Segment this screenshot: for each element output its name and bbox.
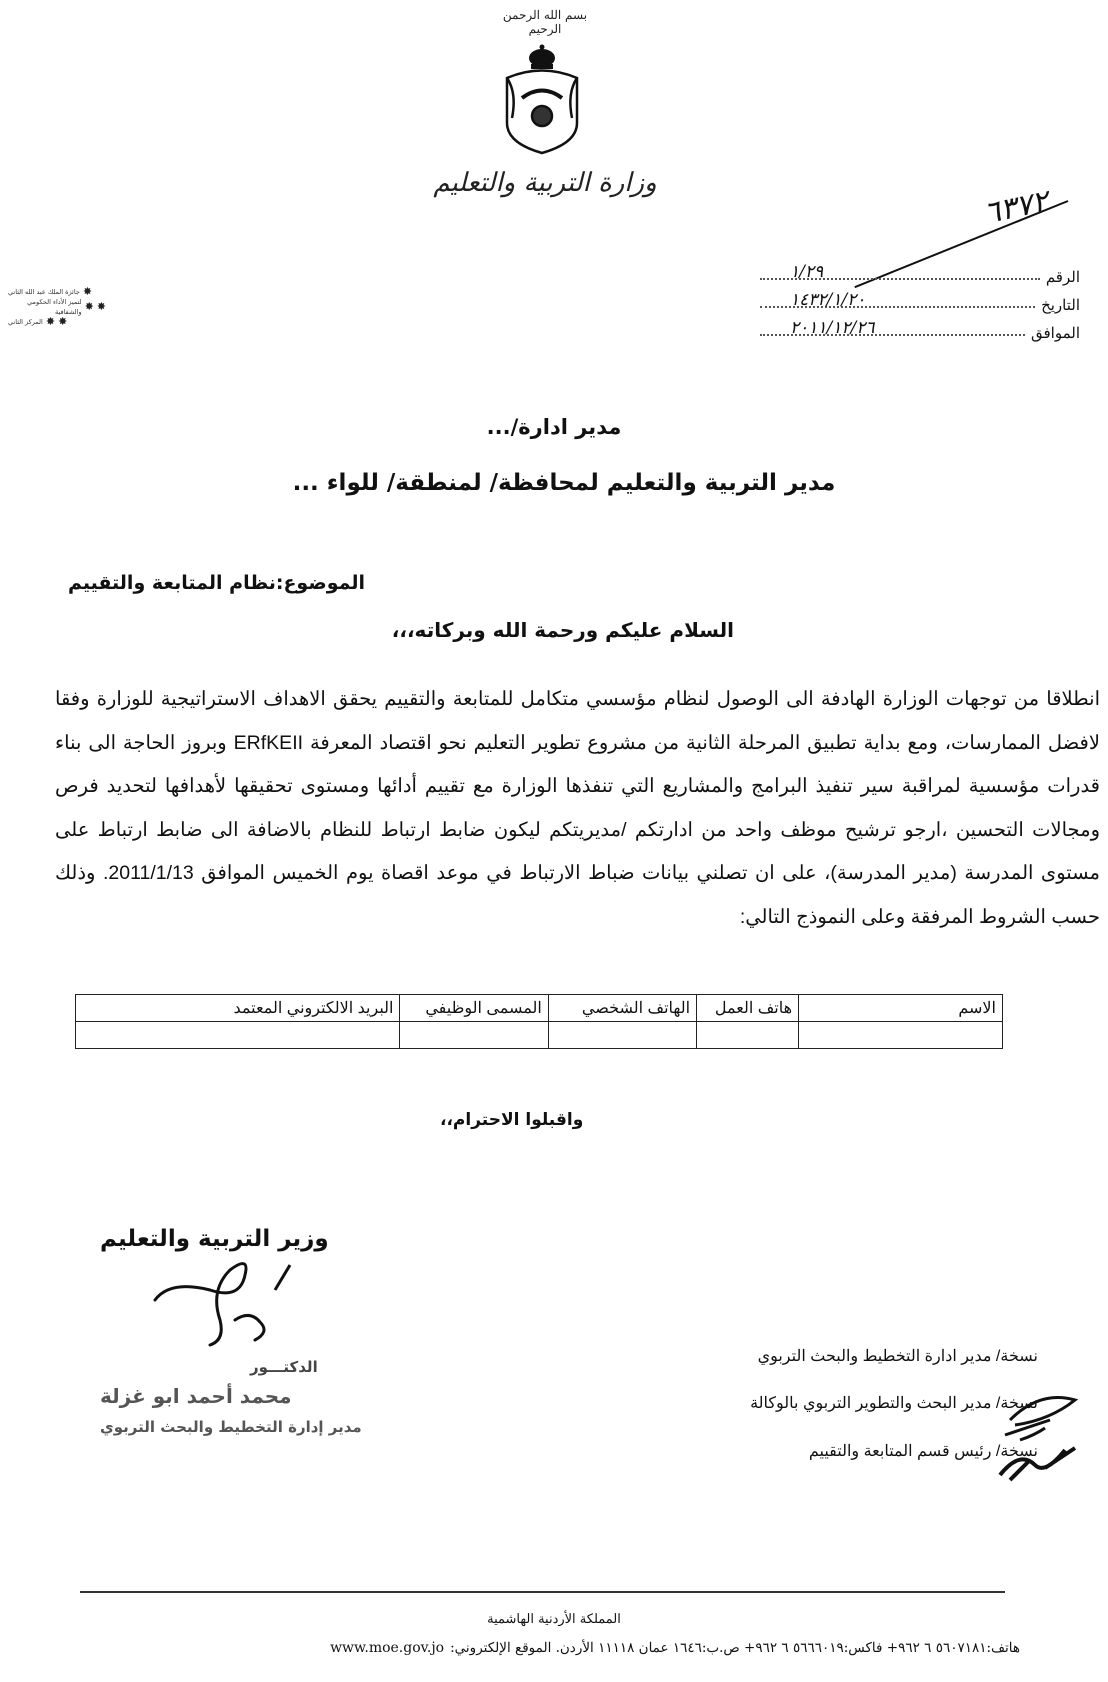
table-cell bbox=[76, 1022, 400, 1049]
table-header-row bbox=[76, 995, 1003, 1022]
footer-country: المملكة الأردنية الهاشمية bbox=[487, 1612, 621, 1627]
addressee-line-1: مدير ادارة/... bbox=[486, 415, 622, 439]
stamp-line: المركز الثاني bbox=[8, 318, 43, 326]
table-cell bbox=[548, 1022, 696, 1049]
hijri-date-label: التاريخ bbox=[1041, 297, 1080, 314]
addressee-line-2: مدير التربية والتعليم لمحافظة/ لمنطقة/ للواء ... bbox=[292, 470, 836, 496]
star-icon: ✸ bbox=[58, 315, 68, 328]
signatory-prefix: الدكتـــور bbox=[250, 1358, 318, 1376]
reference-block bbox=[760, 258, 1080, 342]
closing-phrase: واقبلوا الاحترام،، bbox=[440, 1110, 584, 1130]
handwritten-initials bbox=[990, 1380, 1085, 1490]
table-cell bbox=[400, 1022, 548, 1049]
column-header-name: الاسم bbox=[799, 995, 1003, 1022]
gregorian-date-value: ٢٠١١/١٢/٢٦ bbox=[790, 318, 875, 338]
column-header-work-phone: هاتف العمل bbox=[697, 995, 799, 1022]
liaison-officer-form-table bbox=[75, 994, 1003, 1049]
star-icon: ✸ bbox=[84, 300, 94, 313]
signatory-role: مدير إدارة التخطيط والبحث التربوي bbox=[100, 1418, 362, 1436]
reference-number-label: الرقم bbox=[1045, 269, 1080, 286]
subject-line: الموضوع:نظام المتابعة والتقييم bbox=[67, 572, 365, 594]
greeting: السلام عليكم ورحمة الله وبركاته،،، bbox=[391, 618, 734, 642]
column-header-job-title: المسمى الوظيفي bbox=[400, 995, 548, 1022]
column-header-email: البريد الالكتروني المعتمد bbox=[76, 995, 400, 1022]
signatory-title: وزير التربية والتعليم bbox=[100, 1226, 329, 1252]
signatory-name: محمد أحمد ابو غزلة bbox=[100, 1384, 292, 1408]
table-cell bbox=[799, 1022, 1003, 1049]
body-paragraph: انطلاقا من توجهات الوزارة الهادفة الى الوصول لنظام مؤسسي متكامل للمتابعة والتقييم يحقق الاهداف الاستراتيجية للوزارة وفقا لافضل الممارسات، ومع بداية تطبيق المرحلة الثانية من مشروع تطوير التعليم نحو اقتصاد المعرفة ERfKEII وبروز الحاجة الى بناء قدرات مؤسسية لمراقبة سير تنفيذ البرامج والمشاريع التي تنفذها الوزارة مع تقييم أدائها ومستوى تحقيقها لأهدافها لتحديد فرص ومجالات التحسين ،ارجو ترشيح موظف واحد من ادارتكم /مديريتكم ليكون ضابط ارتباط للنظام بالاضافة الى ضابط ارتباط على مستوى المدرسة (مدير المدرسة)، على ان تصلني بيانات ضباط الارتباط في موعد اقصاة يوم الخميس الموافق 2011/1/13. وذلك حسب الشروط المرفقة وعلى النموذج التالي: bbox=[55, 688, 1101, 928]
star-icon: ✸ bbox=[45, 315, 56, 328]
star-icon: ✸ bbox=[82, 285, 93, 298]
copy-recipient: نسخة/ مدير ادارة التخطيط والبحث التربوي bbox=[757, 1348, 1038, 1365]
stamp-line: لتميز الأداء الحكومي والشفافية bbox=[27, 298, 82, 316]
letter-body bbox=[55, 678, 1100, 939]
basmala: بسم الله الرحمن الرحيم bbox=[502, 8, 588, 36]
jordan-coat-of-arms-icon bbox=[497, 38, 587, 158]
footer-contact-text: هاتف:٥٦٠٧١٨١ ٦ ٩٦٢+ فاكس:٥٦٦٦٠١٩ ٦ ٩٦٢+ ص.ب:١٦٤٦ عمان ١١١١٨ الأردن. الموقع الإلكتروني: bbox=[450, 1640, 1020, 1656]
table-row bbox=[76, 1022, 1003, 1049]
star-icon: ✸ bbox=[96, 300, 106, 313]
handwritten-registry-number: ٦٣٧٢ bbox=[980, 183, 1051, 232]
footer-contact bbox=[190, 1640, 1020, 1656]
copy-recipient: نسخة/ مدير البحث والتطوير التربوي بالوكالة bbox=[750, 1395, 1038, 1412]
table-cell bbox=[697, 1022, 799, 1049]
hijri-date-row bbox=[760, 286, 1080, 314]
stamp-line: جائزة الملك عبد الله الثاني bbox=[8, 288, 80, 296]
award-stamp bbox=[8, 287, 106, 327]
copy-recipient: نسخة/ رئيس قسم المتابعة والتقييم bbox=[808, 1443, 1038, 1460]
hijri-date-value: ١٤٣٢/١/٢٠ bbox=[790, 290, 866, 310]
reference-number-value: ١/٢٩ bbox=[790, 262, 824, 282]
column-header-personal-phone: الهاتف الشخصي bbox=[548, 995, 696, 1022]
footer-divider bbox=[80, 1591, 1005, 1593]
footer-website-link[interactable]: www.moe.gov.jo bbox=[330, 1640, 445, 1656]
gregorian-date-row bbox=[760, 314, 1080, 342]
ministry-name: وزارة التربية والتعليم bbox=[433, 168, 657, 198]
reference-number-row bbox=[760, 258, 1080, 286]
handwritten-signature bbox=[150, 1260, 300, 1350]
gregorian-date-label: الموافق bbox=[1030, 325, 1080, 342]
